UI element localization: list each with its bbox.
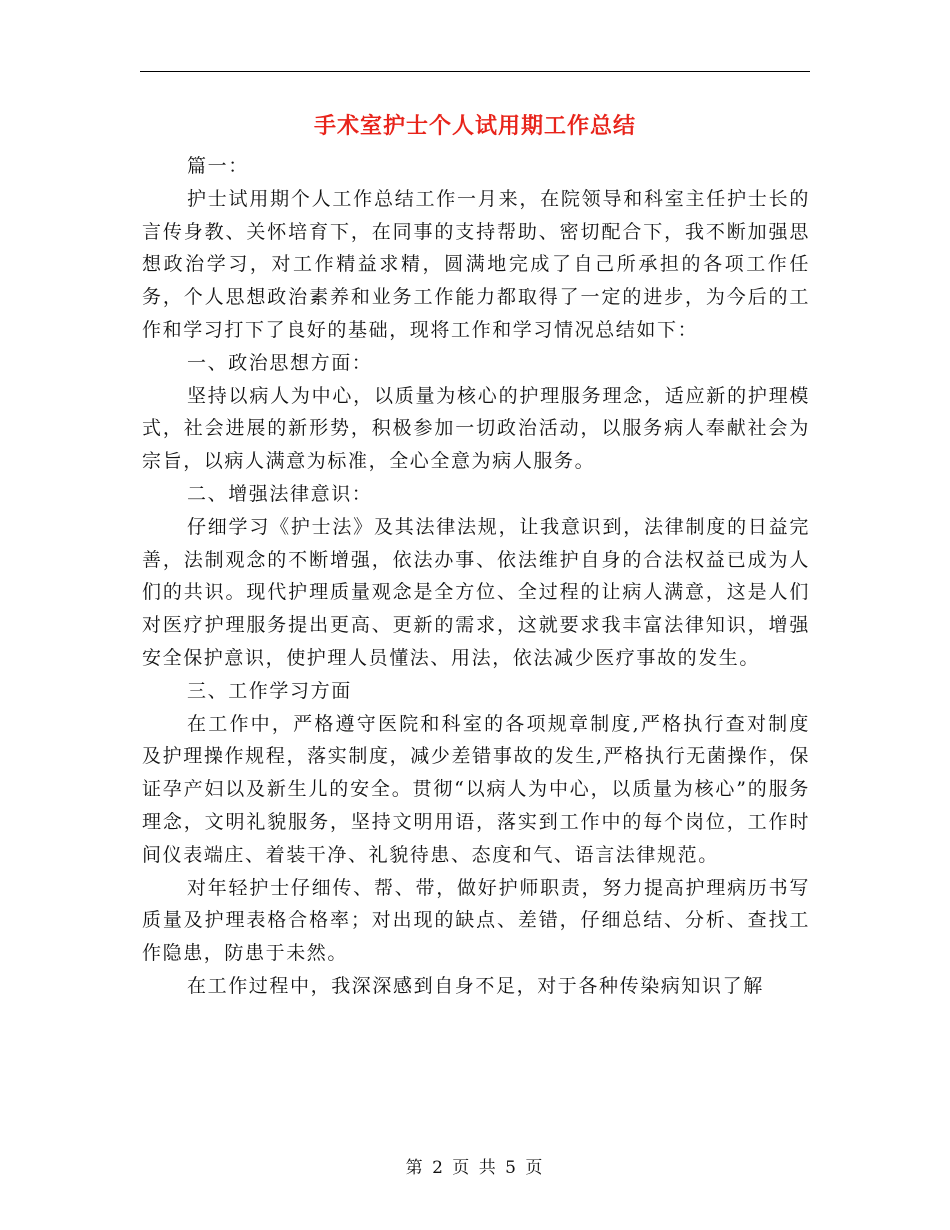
paragraph: 对年轻护士仔细传、帮、带，做好护师职责，努力提高护理病历书写质量及护理表格合格率；对出现的缺点、差错，仔细总结、分析、查找工作隐患，防患于未然。 (142, 876, 810, 965)
document-body (142, 150, 810, 1003)
page-footer: 第 2 页 共 5 页 (405, 1158, 545, 1178)
paragraph: 在工作过程中，我深深感到自身不足，对于各种传染病知识了解 (187, 974, 764, 997)
paragraph: 在工作中，严格遵守医院和科室的各项规章制度,严格执行查对制度及护理操作规程，落实制度，减少差错事故的发生,严格执行无菌操作，保证孕产妇以及新生儿的安全。贯彻“以病人为中心，以质量为核心”的服务理念，文明礼貌服务，坚持文明用语，落实到工作中的每个岗位，工作时间仪表端庄、着装干净、礼貌待患、态度和气、语言法律规范。 (142, 712, 810, 866)
paragraph: 仔细学习《护士法》及其法律法规，让我意识到，法律制度的日益完善，法制观念的不断增强，依法办事、依法维护自身的合法权益已成为人们的共识。现代护理质量观念是全方位、全过程的让病人满意，这是人们对医疗护理服务提出更高、更新的需求，这就要求我丰富法律知识，增强安全保护意识，使护理人员懂法、用法，依法减少医疗事故的发生。 (142, 515, 810, 669)
document-title: 手术室护士个人试用期工作总结 (313, 113, 636, 139)
header-rule (140, 71, 810, 72)
section-heading: 二、增强法律意识： (187, 482, 373, 505)
paragraph: 护士试用期个人工作总结工作一月来，在院领导和科室主任护士长的言传身教、关怀培育下，在同事的支持帮助、密切配合下，我不断加强思想政治学习，对工作精益求精，圆满地完成了自己所承担的各项工作任务，个人思想政治素养和业务工作能力都取得了一定的进步，为今后的工作和学习打下了良好的基础，现将工作和学习情况总结如下： (142, 187, 810, 341)
section-heading: 一、政治思想方面： (187, 351, 373, 374)
paragraph: 坚持以病人为中心，以质量为核心的护理服务理念，适应新的护理模式，社会进展的新形势，积极参加一切政治活动，以服务病人奉献社会为宗旨，以病人满意为标准，全心全意为病人服务。 (142, 384, 810, 473)
section-heading: 篇一： (187, 155, 249, 177)
section-heading: 三、工作学习方面 (187, 679, 352, 702)
